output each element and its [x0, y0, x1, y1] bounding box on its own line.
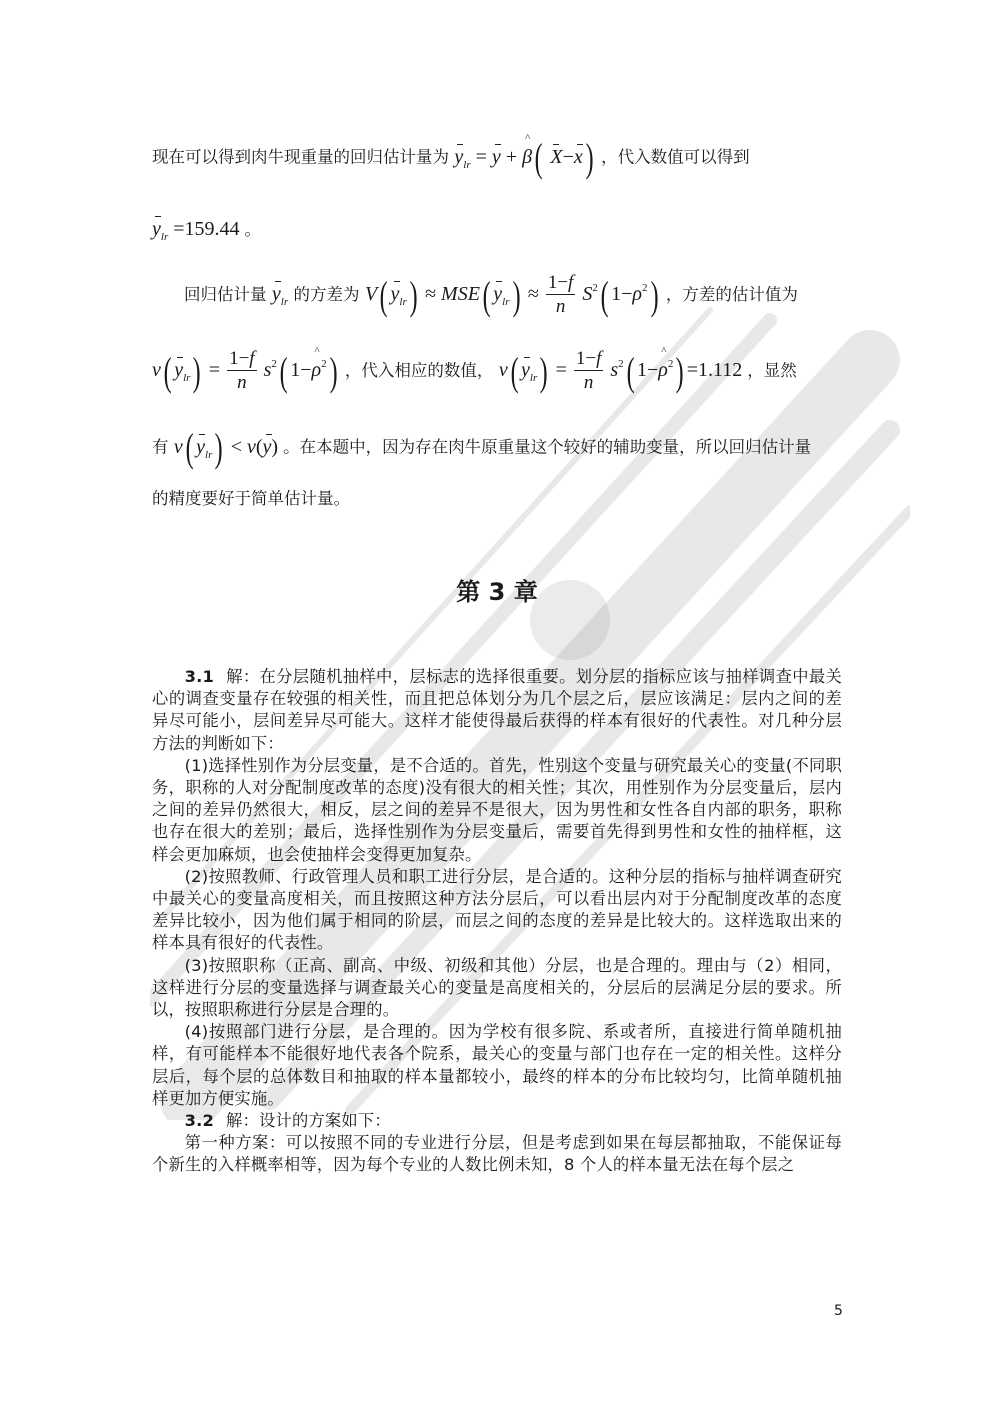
paragraph-option-2: (2)按照教师、行政管理人员和职工进行分层，是合适的。这种分层的指标与抽样调查研究中最关心的变量高度相关，而且按照这种方法分层后，可以看出层内对于分配制度改革的态度差异比较小，因为他们属于相同的阶层，而层之间的态度的差异是比较大的。这样选取出来的样本具有很好的代表性。 [152, 866, 842, 953]
paragraph-option-3: (3)按照职称（正高、副高、中级、初级和其他）分层，也是合理的。理由与（2）相同，这样进行分层的变量选择与调查最关心的变量是高度相关的，分层后的层满足分层的要求。所以，按照职称进行分层是合理的。 [152, 955, 842, 1020]
text: ，代入相应的数值， [344, 361, 494, 381]
equation-line-value [152, 216, 261, 243]
text: 的方差为 [293, 285, 360, 305]
text: 。 [244, 220, 262, 239]
equation-line-regression-estimator [152, 135, 750, 180]
formula-ylr: $y_{lr} = y$ + ^ β( X−x) [454, 146, 601, 168]
body-text [152, 666, 842, 1177]
page-number: 5 [834, 1303, 843, 1319]
paragraph-option-4: (4)按照部门进行分层，是合理的。因为学校有很多院、系或者所，直接进行简单随机抽样，有可能样本不能很好地代表各个院系，最关心的变量与部门也存在一定的相关性。这样分层后，每个层的总体数目和抽取的样本量都较小，最终的样本的分布比较均匀，比简单随机抽样更加方便实施。 [152, 1022, 842, 1108]
paragraph-3-2: 3.2 解：设计的方案如下： [184, 1111, 391, 1131]
text: 现在可以得到肉牛现重量的回归估计量为 [152, 147, 449, 167]
formula-estimated-variance-value: v( $y_{lr}$) = $\frac{1-f}{n}$ $s^2$( 1−^ $\rho^2) =1.112$ [499, 359, 747, 381]
equation-line-comparison [152, 425, 812, 470]
equation-line-variance: 回归估计量 $y_{lr}$ 的方差为 V( $y_{lr}) \approx MSE$( $y_{lr}$) ≈ $\frac{1-f}{n}$ $S^2$( $1-\rho^2$) ，方差的估计值为 [184, 272, 798, 318]
conclusion-text: 的精度要好于简单估计量。 [152, 489, 350, 508]
paragraph-option-1: (1)选择性别作为分层变量，是不合适的。首先，性别这个变量与研究最关心的变量(不同职务，职称的人对分配制度改革的态度)没有很大的相关性；其次，用性别作为分层变量后，层内之间的差异仍然很大，相反，层之间的差异不是很大，因为男性和女性各自内部的职务，职称也存在很大的差别；最后，选择性别作为分层变量后，需要首先得到男性和女性的抽样框，这样会更加麻烦，也会使抽样会变得更加复杂。 [152, 755, 842, 864]
formula-comparison: v( $y_{lr}) < v(y)$ [173, 425, 279, 470]
paragraph-plan-1: 第一种方案：可以按照不同的专业进行分层，但是考虑到如果在每层都抽取，不能保证每个新生的入样概率相等，因为每个专业的人数比例未知，8 个人的样本量无法在每个层之 [152, 1133, 842, 1175]
formula-estimated-variance: v( $y_{lr}$) = $\frac{1-f}{n}$ $s^2$( 1−^ $\rho^2$) [152, 359, 345, 381]
text: 回归估计量 [184, 285, 267, 305]
chapter-title: 第 3 章 [456, 578, 538, 606]
text: ，显然 [747, 361, 797, 381]
paragraph-3-1: 3.1 解：在分层随机抽样中，层标志的选择很重要。划分层的指标应该与抽样调查中最关心的调查变量存在较强的相关性，而且把总体划分为几个层之后，层应该满足：层内之间的差异尽可能小，层间差异尽可能大。这样才能使得最后获得的样本有很好的代表性。对几种分层方法的判断如下： [152, 667, 842, 753]
text: 有 [152, 437, 169, 457]
formula-ylr-value: $y_{lr} =159.44$ [152, 218, 240, 243]
text: ，代入数值可以得到 [601, 147, 750, 167]
text: 。在本题中，因为存在肉牛原重量这个较好的辅助变量，所以回归估计量 [283, 437, 812, 457]
text: ，方差的估计值为 [665, 285, 798, 305]
equation-line-estimated-variance [152, 348, 797, 395]
formula-variance: V( $y_{lr}) \approx MSE$( $y_{lr}$) ≈ $\frac{1-f}{n}$ $S^2$( $1-\rho^2$) [364, 272, 659, 318]
